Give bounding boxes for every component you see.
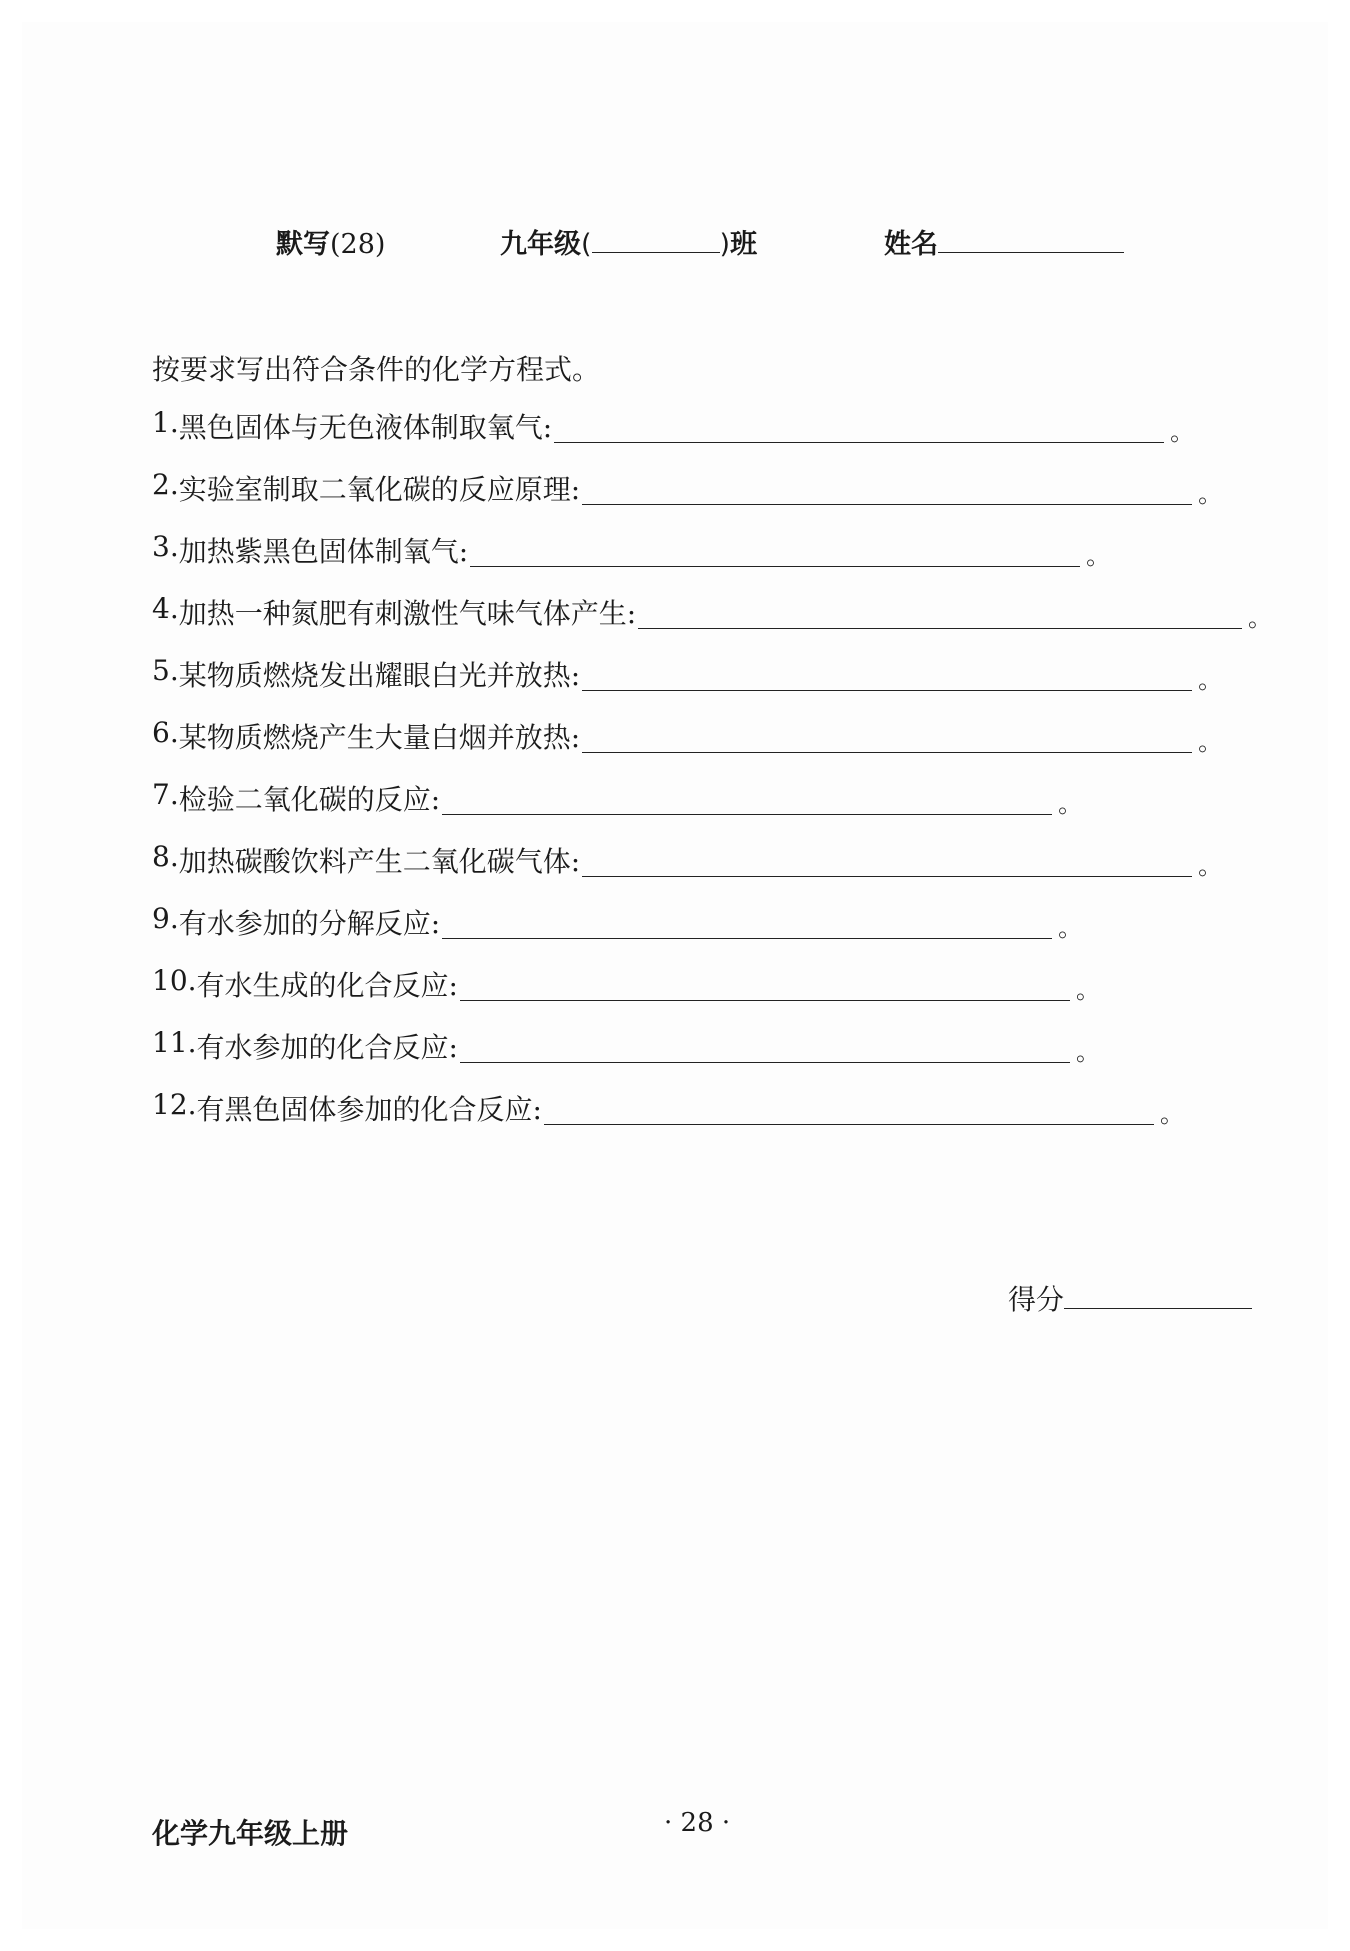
question-text: 加热一种氮肥有刺激性气味气体产生: [178, 597, 637, 630]
class-close-paren: ) [719, 229, 731, 260]
question-item [152, 654, 1272, 716]
title-label: 默写 [276, 229, 330, 260]
score-label: 得分 [1008, 1283, 1065, 1316]
question-list [152, 406, 1272, 1150]
question-item [152, 778, 1272, 840]
question-text: 黑色固体与无色液体制取氧气: [178, 411, 553, 444]
name-label: 姓名 [884, 229, 938, 260]
answer-blank[interactable] [638, 592, 1242, 629]
question-number: 12. [152, 1088, 197, 1121]
question-number: 8. [152, 840, 179, 873]
question-period: 。 [1198, 480, 1223, 508]
question-period: 。 [1198, 728, 1223, 756]
question-period: 。 [1248, 604, 1272, 632]
question-item [152, 964, 1272, 1026]
answer-blank[interactable] [442, 778, 1052, 815]
worksheet-title [276, 222, 385, 261]
question-number: 6. [152, 716, 179, 749]
name-blank[interactable] [938, 224, 1124, 253]
question-item [152, 1026, 1272, 1088]
question-number: 10. [152, 964, 197, 997]
question-item [152, 902, 1272, 964]
question-number: 5. [152, 654, 179, 687]
question-item [152, 468, 1272, 530]
question-text: 有水生成的化合反应: [196, 969, 458, 1002]
question-text: 加热紫黑色固体制氧气: [178, 535, 469, 568]
answer-blank[interactable] [582, 716, 1192, 753]
question-period: 。 [1086, 542, 1111, 570]
question-period: 。 [1170, 418, 1195, 446]
class-open-paren: ( [581, 229, 592, 260]
question-number: 9. [152, 902, 179, 935]
question-item [152, 406, 1272, 468]
answer-blank[interactable] [582, 840, 1192, 877]
question-text: 某物质燃烧发出耀眼白光并放热: [178, 659, 581, 692]
question-number: 3. [152, 530, 179, 563]
question-item [152, 716, 1272, 778]
question-period: 。 [1198, 852, 1223, 880]
class-blank[interactable] [592, 226, 720, 253]
question-period: 。 [1075, 1038, 1100, 1066]
answer-blank[interactable] [554, 406, 1164, 443]
question-period: 。 [1058, 914, 1083, 942]
footer-book-title: 化学九年级上册 [152, 1817, 349, 1850]
question-number: 11. [152, 1026, 197, 1059]
score-field [1008, 1278, 1252, 1318]
name-field [884, 222, 1124, 261]
question-period: 。 [1058, 790, 1083, 818]
answer-blank[interactable] [460, 1026, 1070, 1063]
question-period: 。 [1198, 666, 1223, 694]
answer-blank[interactable] [544, 1088, 1154, 1125]
question-text: 有黑色固体参加的化合反应: [196, 1093, 542, 1126]
class-label: 班 [730, 229, 758, 260]
question-period: 。 [1075, 976, 1100, 1004]
answer-blank[interactable] [460, 964, 1070, 1001]
question-period: 。 [1159, 1100, 1184, 1128]
question-item [152, 592, 1272, 654]
grade-label: 九年级 [500, 229, 581, 260]
answer-blank[interactable] [582, 468, 1192, 505]
answer-blank[interactable] [442, 902, 1052, 939]
question-number: 7. [152, 778, 179, 811]
answer-blank[interactable] [582, 654, 1192, 691]
score-blank[interactable] [1064, 1278, 1252, 1309]
question-text: 某物质燃烧产生大量白烟并放热: [178, 721, 581, 754]
question-text: 实验室制取二氧化碳的反应原理: [178, 473, 581, 506]
question-text: 有水参加的化合反应: [196, 1031, 458, 1064]
question-text: 加热碳酸饮料产生二氧化碳气体: [178, 845, 581, 878]
question-item [152, 530, 1272, 592]
page-number: · 28 · [664, 1808, 731, 1838]
question-number: 2. [152, 468, 179, 501]
question-text: 有水参加的分解反应: [178, 907, 441, 940]
instruction-text: 按要求写出符合条件的化学方程式。 [152, 353, 601, 386]
question-text: 检验二氧化碳的反应: [178, 783, 441, 816]
worksheet-header [0, 222, 1350, 266]
question-item [152, 840, 1272, 902]
question-item [152, 1088, 1272, 1150]
answer-blank[interactable] [470, 530, 1080, 567]
question-number: 1. [152, 406, 179, 439]
title-number: (28) [330, 229, 386, 260]
question-number: 4. [152, 592, 179, 625]
grade-class-field [500, 222, 757, 261]
